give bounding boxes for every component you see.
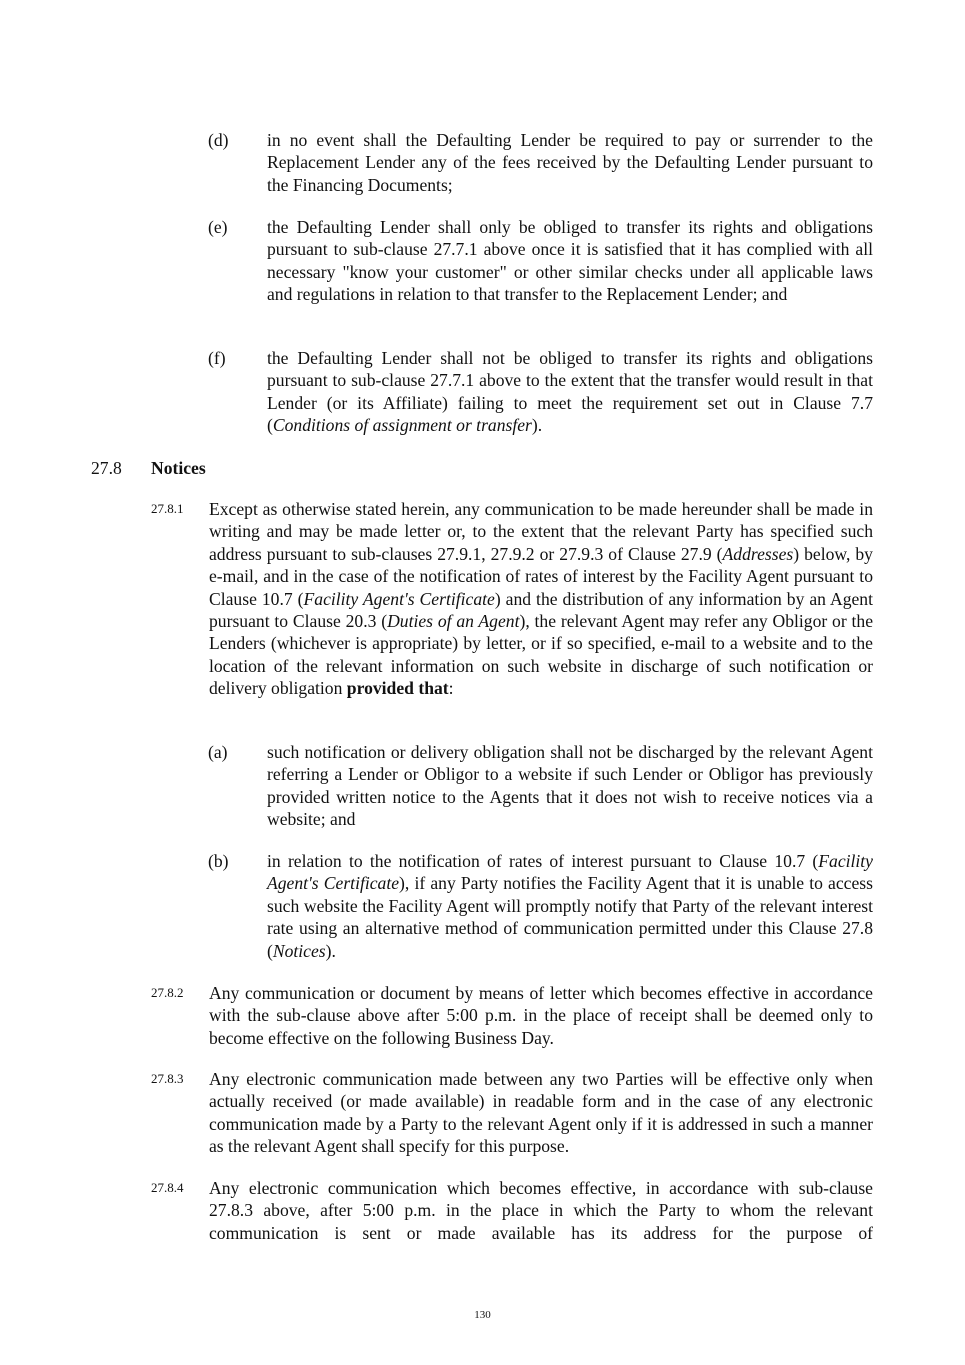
clause-text-27-8-2: Any communication or document by means of letter which becomes effective in accordance with the sub-clause above after 5:00 p.m. in the place of receipt shall be deemed only to become effective on the following Business Day. — [209, 983, 873, 1048]
clause-text-27-8-1 — [209, 498, 873, 700]
item-label-e: (e) — [208, 217, 228, 237]
item-label-d: (d) — [208, 130, 229, 150]
subitem-text-a: such notification or delivery obligation shall not be discharged by the relevant Agent referring a Lender or Obligor to a website if such Lender or Obligor has previously provided written notice to the Agents that it does not wish to receive notices via a website; and — [267, 742, 873, 830]
item-text-f-italic: Conditions of assignment or transfer — [272, 415, 532, 436]
item-text-f-part2: ). — [531, 415, 543, 436]
clause-text-27-8-3: Any electronic communication made between any two Parties will be effective only when actually received (or made available) in readable form and in the case of any electronic communication made by a Party to the relevant Agent only if it is addressed in such a manner as the relevant Agent shall specify for this purpose. — [209, 1069, 873, 1157]
clause-27-8-1-part5: : — [448, 678, 454, 699]
clause-27-8-1-italic3: Duties of an Agent — [387, 611, 520, 632]
subitem-b-italic2: Notices — [272, 940, 326, 961]
item-text-e: the Defaulting Lender shall only be obliged to transfer its rights and obligations pursuant to sub-clause 27.7.1 above once it is satisfied that it has complied with all necessary "know your customer" or other similar checks under all applicable laws and regulations in relation to that transfer to the Replacement Lender; and — [267, 217, 873, 305]
clause-27-8-1-bold: provided that — [346, 678, 449, 699]
item-text-f-part1: the Defaulting Lender shall not be obliged to transfer its rights and obligations pursuant to sub-clause 27.7.1 above to the extent that the transfer would result in that Lender (or its Affiliate) failing to meet the requirement set out in Clause 7.7 ( — [267, 348, 873, 436]
item-text-f — [267, 347, 873, 437]
item-text-d: in no event shall the Defaulting Lender be required to pay or surrender to the Replacement Lender any of the fees received by the Defaulting Lender pursuant to the Financing Documents; — [267, 130, 873, 195]
clause-27-8-1-part2: ) below, by e-mail, and in the case of the notification of rates of interest by the Facility Agent pursuant to Clause 10.7 ( — [209, 543, 873, 609]
clause-27-8-1-italic1: Addresses — [722, 543, 794, 564]
clause-text-27-8-4: Any electronic communication which becomes effective, in accordance with sub-clause 27.8.3 above, after 5:00 p.m. in the place in which the Party to whom the relevant communication is sent or made available has its address for the purpose of — [209, 1178, 873, 1243]
subitem-b-part1: in relation to the notification of rates of interest pursuant to Clause 10.7 ( — [267, 851, 819, 871]
section-title: Notices — [151, 458, 206, 478]
subitem-label-b: (b) — [208, 851, 229, 871]
clause-number-27-8-3: 27.8.3 — [151, 1071, 184, 1086]
item-label-f: (f) — [208, 348, 226, 368]
clause-27-8-1-part3: ) and the distribution of any information by an Agent pursuant to Clause 20.3 ( — [209, 588, 873, 632]
clause-number-27-8-4: 27.8.4 — [151, 1180, 184, 1195]
subitem-label-a: (a) — [208, 742, 228, 762]
page-number: 130 — [474, 1309, 491, 1321]
clause-number-27-8-2: 27.8.2 — [151, 985, 184, 1000]
section-number: 27.8 — [91, 458, 122, 478]
subitem-text-b — [267, 850, 873, 962]
clause-27-8-1-part4: ), the relevant Agent may refer any Obligor or the Lenders (whichever is appropriate) by letter, or if so specified, e-mail to a website and to the location of the relevant information on such website in discharge of such notification or delivery obligation — [209, 611, 873, 699]
clause-27-8-1-italic2: Facility Agent's Certificate — [303, 588, 495, 609]
clause-number-27-8-1: 27.8.1 — [151, 501, 184, 516]
subitem-b-part3: ). — [325, 940, 336, 961]
subitem-b-italic1: Facility Agent's Certificate — [267, 851, 873, 894]
clause-27-8-1-part1: Except as otherwise stated herein, any communication to be made hereunder shall be made in writing and may be made letter or, to the extent that the relevant Party has specified such address pursuant to sub-clauses 27.9.1, 27.9.2 or 27.9.3 of Clause 27.9 ( — [209, 499, 873, 564]
subitem-b-part2: ), if any Party notifies the Facility Agent that it is unable to access such website the Facility Agent will promptly notify that Party of the relevant interest rate using an alternative method of communication permitted under this Clause 27.8 ( — [267, 873, 873, 961]
